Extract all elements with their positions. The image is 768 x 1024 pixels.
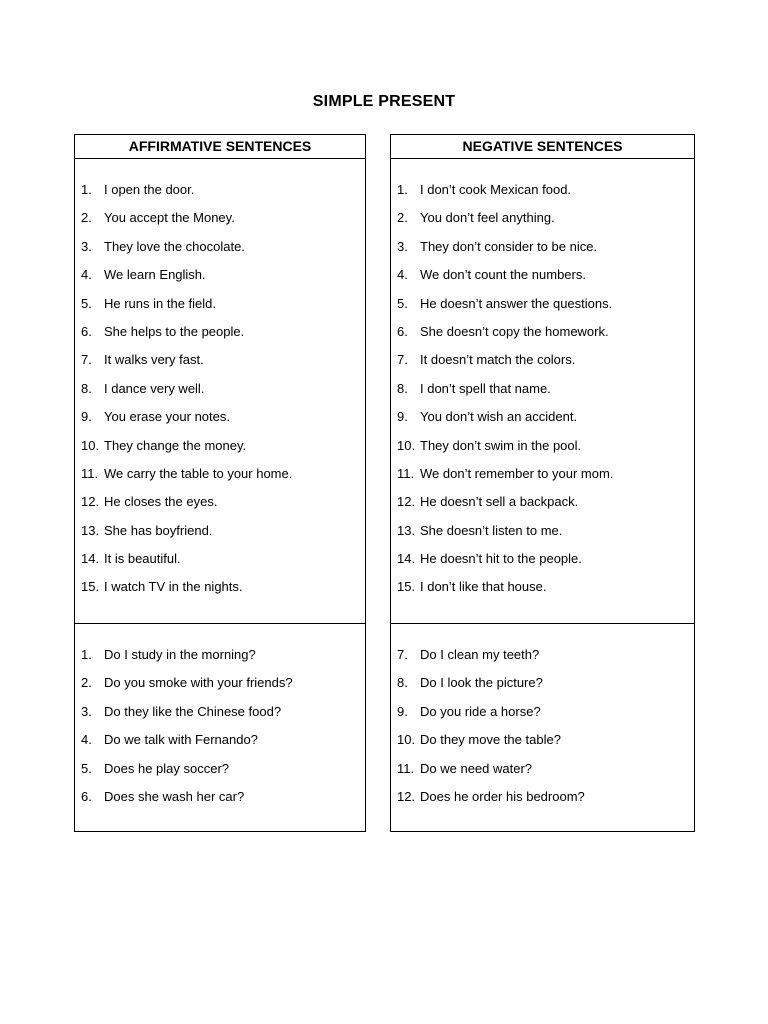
sentence-text: They change the money. — [104, 437, 247, 453]
question-text: Does she wash her car? — [104, 788, 245, 804]
list-item — [391, 573, 694, 601]
affirmative-list — [75, 176, 365, 602]
sentence-text: He runs in the field. — [104, 295, 217, 311]
item-number: 12. — [397, 494, 416, 510]
list-item — [391, 698, 694, 726]
list-item — [391, 517, 694, 545]
question-text: Do you smoke with your friends? — [104, 675, 293, 691]
list-item — [75, 346, 365, 374]
questions-left-list — [75, 641, 365, 811]
item-number: 4. — [81, 267, 92, 283]
sentence-text: They love the chocolate. — [104, 238, 245, 254]
list-item — [75, 432, 365, 460]
list-item — [75, 204, 365, 232]
list-item — [75, 261, 365, 289]
list-item — [75, 783, 365, 811]
sentence-text: It is beautiful. — [104, 551, 181, 567]
question-text: Do we need water? — [420, 760, 533, 776]
sentence-text: You erase your notes. — [104, 409, 230, 425]
item-number: 11. — [397, 760, 415, 776]
list-item — [391, 460, 694, 488]
right-column-table — [390, 134, 695, 832]
item-number: 12. — [81, 494, 100, 510]
negative-list — [391, 176, 694, 602]
question-text: Do we talk with Fernando? — [104, 732, 258, 748]
item-number: 5. — [81, 760, 92, 776]
question-text: Do they like the Chinese food? — [104, 703, 282, 719]
item-number: 13. — [397, 522, 416, 538]
list-item — [75, 755, 365, 783]
item-number: 11. — [397, 465, 415, 481]
sentence-text: It doesn’t match the colors. — [420, 352, 576, 368]
list-item — [391, 176, 694, 204]
questions-left-section — [75, 624, 365, 831]
question-text: Do you ride a horse? — [420, 703, 541, 719]
item-number: 1. — [81, 647, 92, 662]
item-number: 8. — [397, 675, 408, 691]
sentence-text: It walks very fast. — [104, 352, 204, 368]
sentence-text: We carry the table to your home. — [104, 465, 293, 481]
item-number: 9. — [397, 409, 408, 425]
list-item — [391, 488, 694, 516]
sentence-text: We don’t remember to your mom. — [420, 465, 614, 481]
sentence-text: He doesn’t answer the questions. — [420, 295, 613, 311]
list-item — [75, 573, 365, 601]
sentence-text: I dance very well. — [104, 380, 205, 396]
list-item — [75, 517, 365, 545]
sentence-text: You don’t feel anything. — [420, 210, 555, 226]
list-item — [391, 783, 694, 811]
item-number: 9. — [397, 703, 408, 719]
list-item — [391, 346, 694, 374]
list-item — [75, 488, 365, 516]
item-number: 5. — [81, 295, 92, 311]
sentence-text: She doesn’t copy the homework. — [420, 323, 609, 339]
left-column-table — [74, 134, 366, 832]
negative-section — [391, 159, 694, 624]
sentence-text: He doesn’t sell a backpack. — [420, 494, 579, 510]
list-item — [391, 375, 694, 403]
list-item — [75, 403, 365, 431]
sentence-text: He doesn’t hit to the people. — [420, 551, 582, 567]
item-number: 3. — [81, 238, 92, 254]
item-number: 12. — [397, 788, 416, 804]
item-number: 14. — [81, 551, 100, 567]
item-number: 8. — [81, 380, 92, 396]
list-item — [391, 726, 694, 754]
item-number: 10. — [397, 437, 416, 453]
item-number: 7. — [397, 352, 408, 368]
item-number: 6. — [397, 323, 408, 339]
sentence-text: I don’t like that house. — [420, 579, 547, 595]
page-title: SIMPLE PRESENT — [312, 93, 456, 110]
list-item — [391, 261, 694, 289]
sentence-text: I don’t cook Mexican food. — [420, 182, 572, 197]
item-number: 2. — [81, 675, 92, 691]
item-number: 6. — [81, 788, 92, 804]
list-item — [391, 669, 694, 697]
list-item — [391, 290, 694, 318]
item-number: 7. — [397, 647, 408, 662]
affirmative-section — [75, 159, 365, 624]
question-text: Does he play soccer? — [104, 760, 230, 776]
item-number: 10. — [81, 437, 100, 453]
sentence-text: She has boyfriend. — [104, 522, 213, 538]
negative-heading: NEGATIVE SENTENCES — [391, 135, 694, 159]
sentence-text: She helps to the people. — [104, 323, 245, 339]
list-item — [75, 698, 365, 726]
list-item — [391, 233, 694, 261]
questions-right-section — [391, 624, 694, 831]
item-number: 5. — [397, 295, 408, 311]
list-item — [75, 375, 365, 403]
item-number: 8. — [397, 380, 408, 396]
sentence-text: He closes the eyes. — [104, 494, 218, 510]
sentence-text: We learn English. — [104, 267, 206, 283]
sentence-text: They don’t swim in the pool. — [420, 437, 582, 453]
list-item — [391, 432, 694, 460]
list-item — [75, 460, 365, 488]
list-item — [75, 290, 365, 318]
affirmative-heading: AFFIRMATIVE SENTENCES — [75, 135, 365, 159]
item-number: 11. — [81, 465, 99, 481]
question-text: Do they move the table? — [420, 732, 561, 748]
list-item — [391, 641, 694, 669]
sentence-text: We don’t count the numbers. — [420, 267, 586, 283]
list-item — [75, 669, 365, 697]
item-number: 3. — [81, 703, 92, 719]
item-number: 4. — [397, 267, 408, 283]
list-item — [75, 318, 365, 346]
list-item — [391, 545, 694, 573]
list-item — [391, 204, 694, 232]
question-text: Does he order his bedroom? — [420, 788, 585, 804]
item-number: 15. — [81, 579, 100, 595]
item-number: 1. — [397, 182, 408, 197]
list-item — [391, 755, 694, 783]
item-number: 10. — [397, 732, 416, 748]
item-number: 9. — [81, 409, 92, 425]
item-number: 13. — [81, 522, 100, 538]
item-number: 15. — [397, 579, 416, 595]
sentence-text: You accept the Money. — [104, 210, 235, 226]
questions-right-list — [391, 641, 694, 811]
item-number: 2. — [81, 210, 92, 226]
item-number: 7. — [81, 352, 92, 368]
item-number: 1. — [81, 182, 92, 197]
question-text: Do I clean my teeth? — [420, 647, 540, 662]
list-item — [75, 641, 365, 669]
question-text: Do I study in the morning? — [104, 647, 256, 662]
item-number: 2. — [397, 210, 408, 226]
list-item — [75, 176, 365, 204]
item-number: 4. — [81, 732, 92, 748]
sentence-text: She doesn’t listen to me. — [420, 522, 563, 538]
item-number: 3. — [397, 238, 408, 254]
item-number: 6. — [81, 323, 92, 339]
list-item — [75, 726, 365, 754]
sentence-text: You don’t wish an accident. — [420, 409, 578, 425]
sentence-text: I watch TV in the nights. — [104, 579, 243, 595]
item-number: 14. — [397, 551, 416, 567]
list-item — [75, 545, 365, 573]
sentence-text: I don’t spell that name. — [420, 380, 551, 396]
sentence-text: I open the door. — [104, 182, 195, 197]
list-item — [391, 318, 694, 346]
sentence-text: They don’t consider to be nice. — [420, 238, 598, 254]
list-item — [75, 233, 365, 261]
list-item — [391, 403, 694, 431]
question-text: Do I look the picture? — [420, 675, 543, 691]
